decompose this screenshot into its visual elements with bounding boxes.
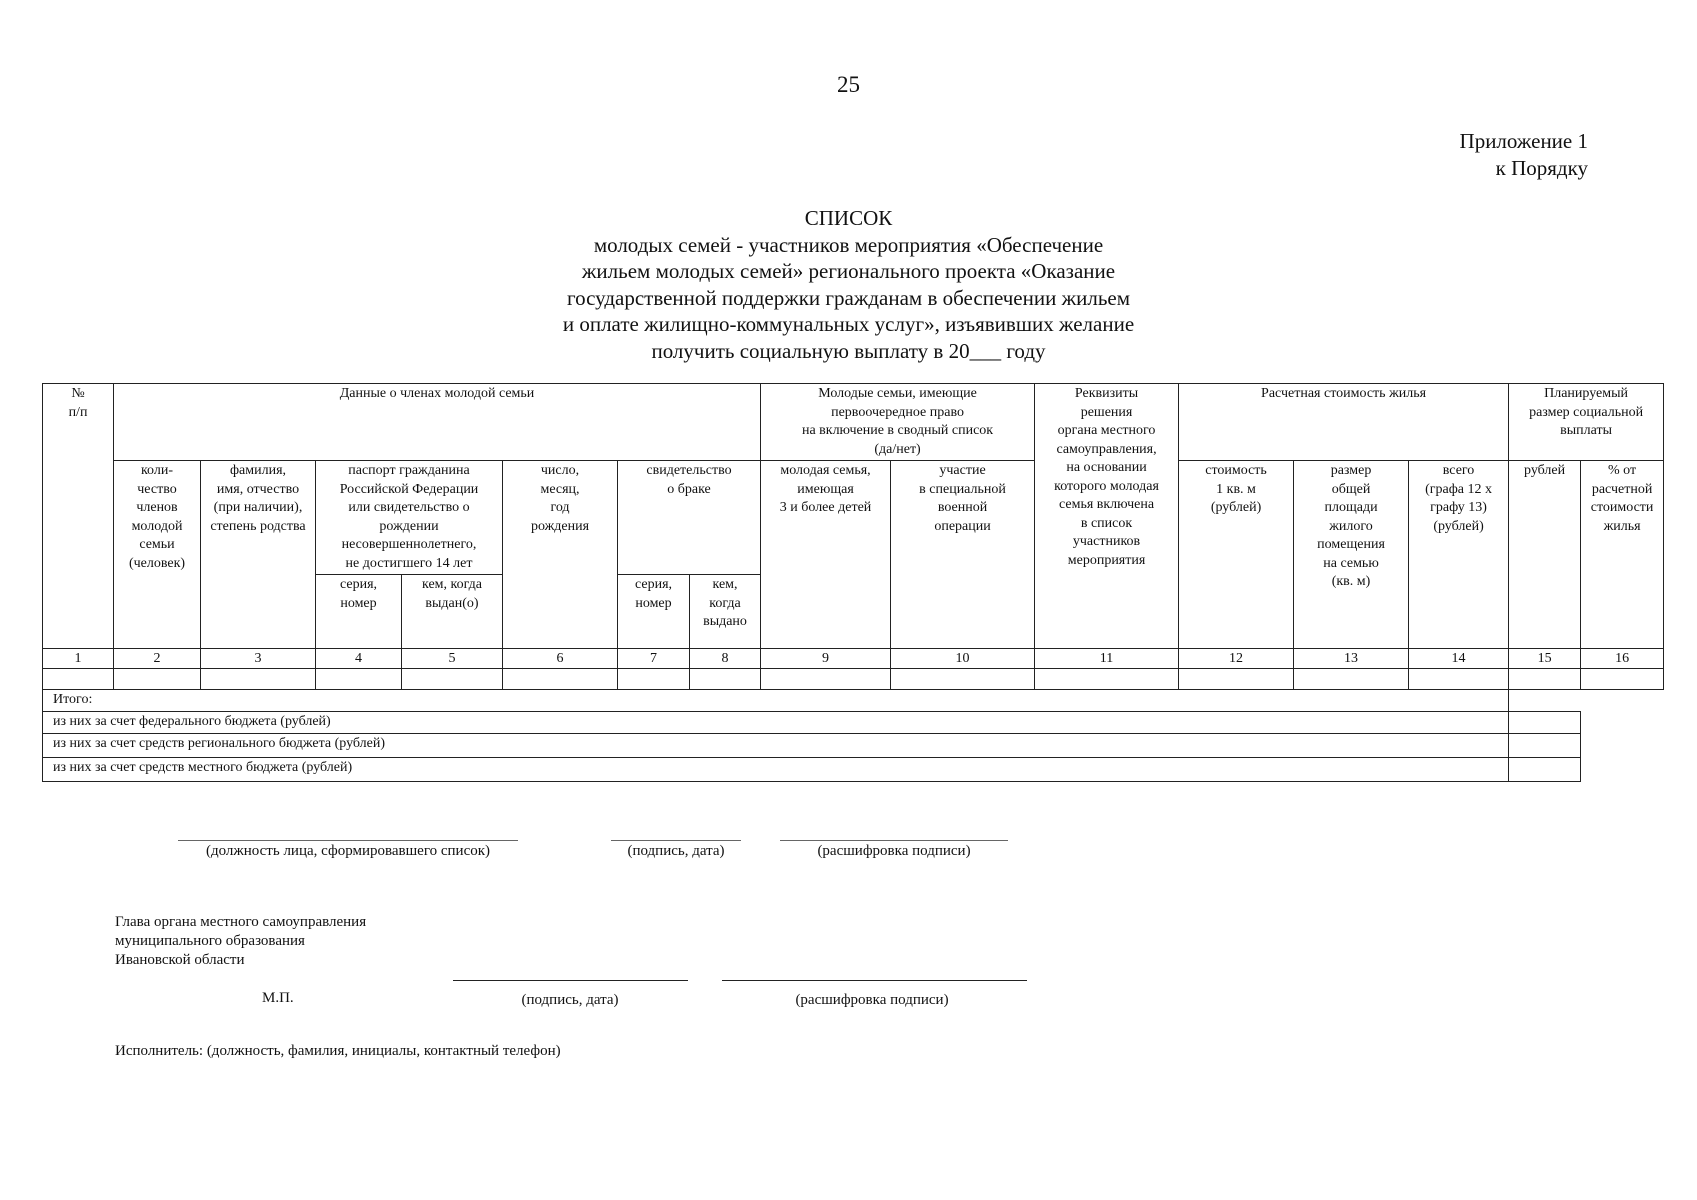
column-number: 7 (618, 649, 690, 669)
page-number: 25 (837, 72, 860, 97)
data-row (43, 669, 1664, 690)
title-line: государственной поддержки гражданам в обеспечении жильем (566, 285, 1131, 310)
header-passport-issued: кем, когда выдан(о) (402, 575, 503, 649)
header-num: № п/п (43, 384, 114, 649)
summary-value-cell[interactable] (1509, 711, 1581, 733)
title-heading: СПИСОК (804, 206, 893, 230)
table-cell[interactable] (891, 669, 1035, 690)
table-cell[interactable] (1581, 669, 1664, 690)
column-number: 10 (891, 649, 1035, 669)
summary-value-cell[interactable] (1509, 733, 1581, 757)
header-passport: паспорт гражданина Российской Федерации или свидетельство о рождении несовершеннолетнего, не достигшего 14 лет (316, 461, 503, 575)
header-priority: Молодые семьи, имеющие первоочередное право на включение в сводный список (да/нет) (761, 384, 1035, 461)
column-number: 1 (43, 649, 114, 669)
summary-row-local (43, 757, 1664, 781)
table-cell[interactable] (1509, 669, 1581, 690)
empty-space (1581, 690, 1664, 712)
summary-label: из них за счет средств регионального бюджета (рублей) (43, 733, 1509, 757)
column-number: 14 (1409, 649, 1509, 669)
header-family-data: Данные о членах молодой семьи (114, 384, 761, 461)
column-number: 9 (761, 649, 891, 669)
head-line: муниципального образования (115, 933, 305, 949)
head-of-administration (115, 913, 366, 970)
signature-line (722, 980, 1027, 981)
summary-row-total (43, 690, 1664, 712)
appendix-note (1460, 128, 1588, 182)
title-line: получить социальную выплату в 20___ году (651, 338, 1046, 363)
table-cell[interactable] (43, 669, 114, 690)
title-line: молодых семей - участников мероприятия «Обеспечение (593, 232, 1104, 257)
header-full-name: фамилия, имя, отчество (при наличии), степень родства (201, 461, 316, 649)
column-number: 5 (402, 649, 503, 669)
table-cell[interactable] (1294, 669, 1409, 690)
header-cost-per-m2: стоимость 1 кв. м (рублей) (1179, 461, 1294, 649)
head-decoding-caption: (расшифровка подписи) (795, 992, 949, 1008)
table-cell[interactable] (316, 669, 402, 690)
header-three-children: молодая семья, имеющая 3 и более детей (761, 461, 891, 649)
column-number: 8 (690, 649, 761, 669)
column-number-row (43, 649, 1664, 669)
appendix-line-2: к Порядку (1495, 156, 1588, 180)
appendix-line-1: Приложение 1 (1459, 129, 1588, 153)
table-cell[interactable] (402, 669, 503, 690)
summary-label: из них за счет федерального бюджета (рублей) (43, 711, 1509, 733)
summary-label: из них за счет средств местного бюджета (рублей) (43, 757, 1509, 781)
signature-line (611, 840, 741, 841)
summary-row-regional (43, 733, 1664, 757)
summary-value-cell[interactable] (1509, 757, 1581, 781)
column-number: 2 (114, 649, 201, 669)
header-decision: Реквизиты решения органа местного самоуправления, на основании которого молодая семья включена в список участников мероприятия (1035, 384, 1179, 649)
empty-space (1581, 757, 1664, 781)
header-percent: % от расчетной стоимости жилья (1581, 461, 1664, 649)
table-cell[interactable] (1179, 669, 1294, 690)
signature-line (780, 840, 1008, 841)
column-number: 12 (1179, 649, 1294, 669)
table-cell[interactable] (114, 669, 201, 690)
empty-space (1581, 711, 1664, 733)
column-number: 6 (503, 649, 618, 669)
column-number: 4 (316, 649, 402, 669)
title-line: жильем молодых семей» регионального проекта «Оказание (581, 259, 1116, 283)
document-title (0, 205, 1697, 364)
summary-value-cell[interactable] (1509, 690, 1581, 712)
table-cell[interactable] (201, 669, 316, 690)
decoding-caption: (расшифровка подписи) (817, 843, 971, 859)
header-military: участие в специальной военной операции (891, 461, 1035, 649)
head-signature-date-caption: (подпись, дата) (521, 992, 619, 1008)
header-passport-series: серия, номер (316, 575, 402, 649)
signature-date-caption: (подпись, дата) (627, 843, 725, 859)
header-cert-issued: кем, когда выдано (690, 575, 761, 649)
column-number: 13 (1294, 649, 1409, 669)
title-line: и оплате жилищно-коммунальных услуг», изъявивших желание (562, 312, 1135, 336)
header-area: размер общей площади жилого помещения на семью (кв. м) (1294, 461, 1409, 649)
table-cell[interactable] (503, 669, 618, 690)
head-line: Глава органа местного самоуправления (115, 914, 367, 930)
header-housing-cost: Расчетная стоимость жилья (1179, 384, 1509, 461)
header-planned-payment: Планируемый размер социальной выплаты (1509, 384, 1664, 461)
families-table (42, 383, 1664, 782)
signature-line (178, 840, 518, 841)
position-caption: (должность лица, сформировавшего список) (205, 843, 491, 859)
summary-label: Итого: (43, 690, 1509, 712)
table-cell[interactable] (1035, 669, 1179, 690)
table-cell[interactable] (618, 669, 690, 690)
table-cell[interactable] (690, 669, 761, 690)
column-number: 11 (1035, 649, 1179, 669)
signature-line (453, 980, 688, 981)
table-cell[interactable] (761, 669, 891, 690)
header-rubles: рублей (1509, 461, 1581, 649)
header-total: всего (графа 12 х графу 13) (рублей) (1409, 461, 1509, 649)
table-cell[interactable] (1409, 669, 1509, 690)
head-line: Ивановской области (115, 952, 245, 968)
executor-line: Исполнитель: (должность, фамилия, инициалы, контактный телефон) (115, 1043, 561, 1059)
stamp-place: М.П. (262, 990, 294, 1006)
empty-space (1581, 733, 1664, 757)
column-number: 16 (1581, 649, 1664, 669)
header-cert-series: серия, номер (618, 575, 690, 649)
column-number: 3 (201, 649, 316, 669)
column-number: 15 (1509, 649, 1581, 669)
header-members-count: коли- чество членов молодой семьи (человек) (114, 461, 201, 649)
header-marriage-cert: свидетельство о браке (618, 461, 761, 575)
summary-row-federal (43, 711, 1664, 733)
header-birth-date: число, месяц, год рождения (503, 461, 618, 649)
